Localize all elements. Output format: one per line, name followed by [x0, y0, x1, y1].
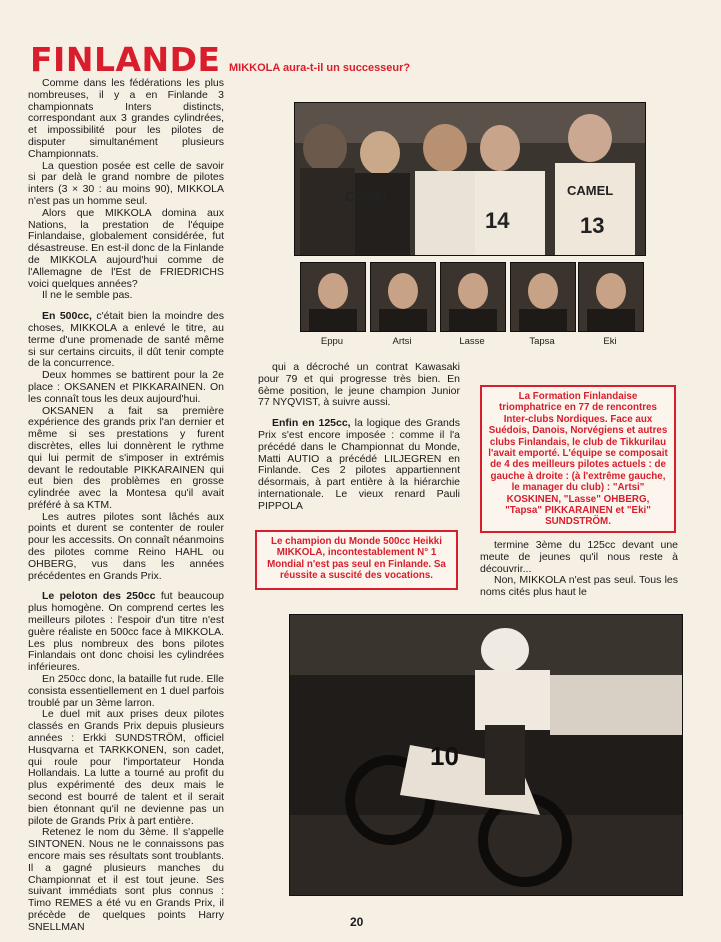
portrait-row	[300, 262, 645, 346]
middle-column	[258, 362, 460, 513]
jersey-number-13: 13	[580, 213, 605, 238]
paragraph	[28, 674, 224, 709]
portrait-photo	[510, 262, 576, 332]
paragraph-lead: Enfin en 125cc,	[272, 417, 351, 430]
paragraph	[28, 591, 224, 674]
paragraph-text: c'était bien la moindre des choses, MIKKOLA a enlevé le titre, au terme d'une promenade de santé même si sur certains circuits, il dût tenir compte de la concurrence.	[28, 310, 225, 370]
team-caption-box	[480, 385, 676, 533]
paragraph-text: Alors que MIKKOLA domina aux Nations, la prestation de l'équipe Finlandaise, globalement considérée, fut désastreuse. En est-il donc de la Finlande de MIKKOLA aujourd'hui comme de l'Allemagne de l'Est de FRIEDRICHS voici quelques années?	[28, 206, 224, 290]
paragraph-text: Il ne le semble pas.	[42, 289, 133, 302]
team-caption-text: La Formation Finlandaise triomphatrice en 77 de rencontres Inter-clubs Nordiques. Face aux Suédois, Danois, Norvégiens et autres clubs Finlandais, le club de Tikkurilau l'avait emporté. L'équipe se composait de 4 des meilleurs pilotes actuels : de gauche à droite : (à l'extrême gauche, le manager du club) : "Artsi" KOSKINEN, "Lasse" OHBERG, "Tapsa" PIKKARAINEN et "Eki" SUNDSTRÖM.	[488, 391, 668, 528]
paragraph-text: En 250cc donc, la bataille fut rude. Elle consista essentiellement en 1 duel parfois troublé par un 3ème larron.	[28, 673, 224, 709]
portrait-caption: Eki	[603, 336, 617, 347]
paragraph-text: Le duel mit aux prises deux pilotes classés en Grands Prix depuis plusieurs années : Erkki SUNDSTRÖM, officiel Husqvarna et TARKKONEN, son cadet, qui roule pour l'importateur Honda Hollandais. La lutte a tourné au profit du plus expérimenté des deux mais le second est bourré de talent et il serait bien étonnant qu'il ne devienne pas un pilote de Grands Prix à part entière.	[28, 708, 224, 827]
portrait-caption: Lasse	[459, 336, 485, 347]
paragraph-text: fut beaucoup plus homogène. On comprend certes les meilleurs pilotes : l'espoir d'un titre n'est guère réaliste en 500cc face à MIKKOLA. Les plus nombreux des bons pilotes Finlandais ont donc choisi les cylindrées inférieures.	[28, 590, 224, 674]
bike-number: 10	[430, 741, 459, 771]
camel-text-1: CAMEL	[345, 189, 392, 204]
portrait-photo	[578, 262, 644, 332]
paragraph-lead: Le peloton des 250cc	[42, 590, 156, 603]
paragraph-text: la logique des Grands Prix s'est encore imposée : comme il l'a précédé dans le Championnat du Monde, Matti AUTIO a précédé LILJEGREN en Finlande. Ces 2 pilotes appartiennent désormais, à part entière à la hiérarchie internationale. Le vieux renard Pauli PIPPOLA	[258, 417, 460, 512]
title-main: FINLANDE	[30, 40, 221, 79]
motocross-action-photo	[289, 614, 683, 896]
paragraph-text: qui a décroché un contrat Kawasaki pour 79 et qui progresse très bien. En 6ème position, le jeune champion Junior 77 NYQVIST, à suivre aussi.	[258, 361, 460, 409]
paragraph	[28, 370, 224, 405]
portrait-caption: Artsi	[392, 336, 412, 347]
paragraph-text: Retenez le nom du 3ème. Il s'appelle SINTONEN. Nous ne le connaissons pas encore mais ses résultats sont troublants. Il a gagné plusieurs manches du Championnat et il est tout jeune. Ses suivant immédiats sont plus connus : Timo REMES a été vu en Grands Prix, il précède de quelques points Harry SNELLMAN	[28, 826, 224, 933]
paragraph	[28, 208, 224, 291]
paragraph	[258, 362, 460, 409]
paragraph	[258, 418, 460, 512]
paragraph	[28, 290, 224, 302]
article-title	[30, 40, 410, 79]
paragraph-text: OKSANEN a fait sa première expérience des grands prix l'an dernier et même si ses prestations y furent discrètes, elles lui donnèrent le rythme qui lui permit de s'imposer in extrémis devant le redoutable PIKKARAINEN qui eut bien des problèmes en grosse cylindrée avec la Montesa qu'il avait préféré à sa KTM.	[28, 404, 224, 511]
left-column	[28, 78, 224, 934]
paragraph	[480, 540, 678, 575]
paragraph	[28, 709, 224, 827]
champion-caption-box	[255, 530, 458, 590]
page-number: 20	[350, 915, 364, 929]
portrait-photo	[300, 262, 366, 332]
paragraph-text: termine 3ème du 125cc devant une meute de jeunes qu'il nous reste à découvrir...	[480, 539, 678, 575]
portrait-caption: Tapsa	[529, 336, 555, 347]
paragraph-text: Les autres pilotes sont lâchés aux points et durent se contenter de rouler pour les accessits. On connaît néanmoins des pilotes comme Reino HAHL ou OHBERG, vus dans les années précédentes en Grands Prix.	[28, 510, 224, 582]
portrait-photo	[370, 262, 436, 332]
paragraph	[28, 78, 224, 161]
paragraph-text: Deux hommes se battirent pour la 2e place : OKSANEN et PIKKARAINEN. On les connaît tous les deux aujourd'hui.	[28, 369, 224, 405]
right-column	[480, 540, 678, 599]
paragraph-lead: En 500cc,	[42, 310, 92, 323]
paragraph	[480, 575, 678, 599]
paragraph	[28, 512, 224, 583]
team-photo	[294, 102, 646, 256]
paragraph-text: Comme dans les fédérations les plus nombreuses, il y a en Finlande 3 championnats Inters distincts, correspondant aux 3 grandes cylindrées, et impossibilité pour les pilotes de disputer simultanément plusieurs Championnats.	[28, 77, 224, 160]
paragraph	[28, 161, 224, 208]
camel-text-2: CAMEL	[567, 183, 614, 198]
portrait-caption: Eppu	[320, 336, 344, 347]
paragraph	[28, 827, 224, 933]
paragraph	[28, 311, 224, 370]
jersey-number-14: 14	[485, 208, 510, 233]
champion-caption-text: Le champion du Monde 500cc Heikki MIKKOLA, incontestablement N° 1 Mondial n'est pas seul en Finlande. Sa réussite a suscité des vocations.	[267, 536, 446, 582]
portrait-photo	[440, 262, 506, 332]
paragraph-text: La question posée est celle de savoir si par delà le grand nombre de pilotes inters (3 × 30 : au moins 90), MIKKOLA n'est pas un homme seul.	[28, 159, 224, 207]
paragraph-text: Non, MIKKOLA n'est pas seul. Tous les noms cités plus haut le	[480, 574, 678, 599]
paragraph	[28, 406, 224, 512]
title-subtitle: MIKKOLA aura-t-il un successeur?	[229, 62, 411, 74]
